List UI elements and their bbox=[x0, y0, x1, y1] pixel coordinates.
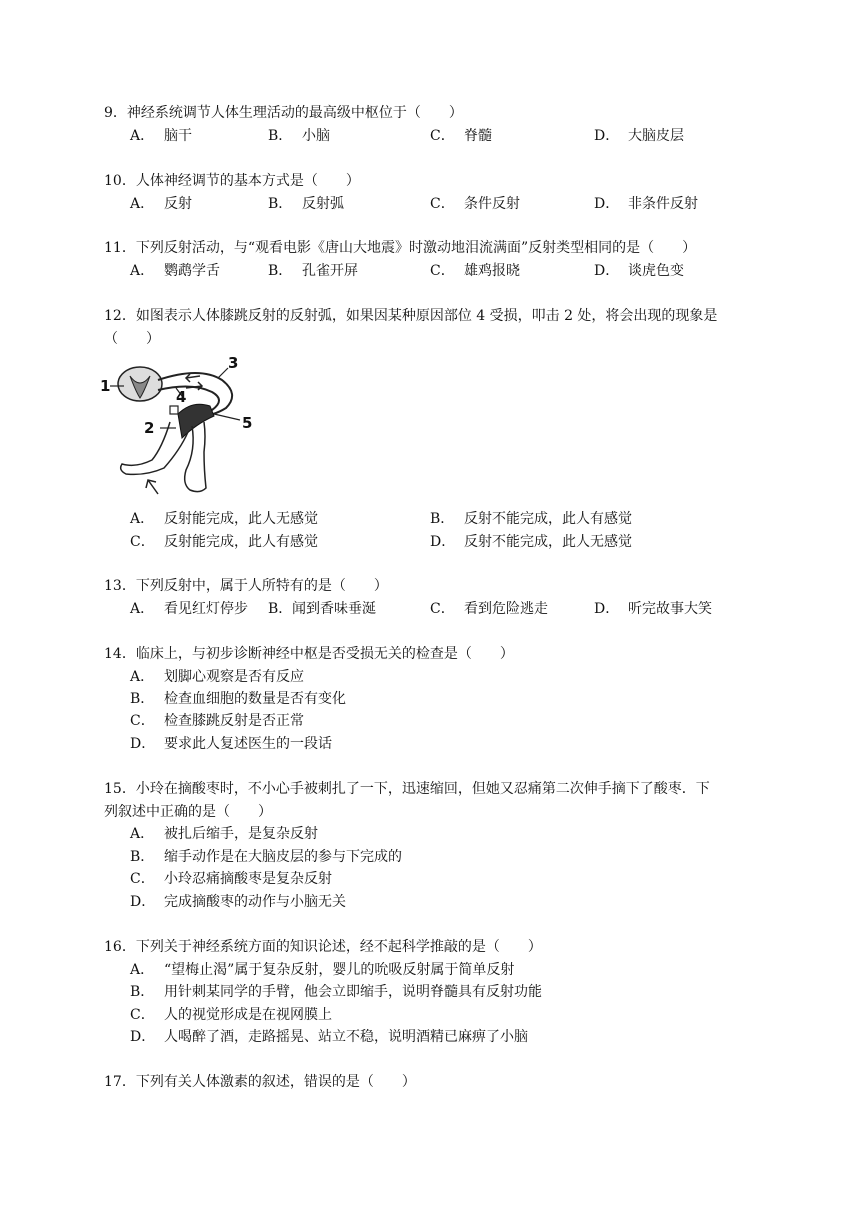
q9-option-a bbox=[130, 125, 192, 147]
q12-option-c bbox=[130, 531, 318, 553]
question-14-stem: 14．临床上，与初步诊断神经中枢是否受损无关的检查是（ ） bbox=[104, 646, 514, 662]
q16-option-a bbox=[130, 959, 514, 981]
q13-option-d bbox=[594, 598, 712, 620]
q14-option-c-text: 检查膝跳反射是否正常 bbox=[164, 713, 304, 729]
q9-option-b bbox=[268, 125, 330, 147]
q15-option-a bbox=[130, 823, 318, 845]
figure-label-1: 1 bbox=[100, 377, 111, 395]
question-17-stem: 17．下列有关人体激素的叙述，错误的是（ ） bbox=[104, 1074, 416, 1090]
q14-option-a-text: 划脚心观察是否有反应 bbox=[164, 669, 304, 685]
knee-jerk-reflex-arc-figure bbox=[100, 352, 260, 502]
question-16-stem: 16．下列关于神经系统方面的知识论述，经不起科学推敲的是（ ） bbox=[104, 939, 542, 955]
label-3-leader bbox=[218, 368, 228, 378]
q16-option-b-text: 用针刺某同学的手臂，他会立即缩手，说明脊髓具有反射功能 bbox=[164, 984, 542, 1000]
q9-option-d-text: 大脑皮层 bbox=[628, 128, 684, 144]
q13-option-d-letter: D． bbox=[594, 601, 620, 617]
q12-option-d bbox=[430, 531, 632, 553]
q16-option-d bbox=[130, 1026, 528, 1048]
q14-option-d bbox=[130, 733, 332, 755]
q13-option-d-text: 听完故事大笑 bbox=[628, 601, 712, 617]
q11-option-d-text: 谈虎色变 bbox=[628, 263, 684, 279]
q10-option-c bbox=[430, 193, 520, 215]
q10-option-d-letter: D． bbox=[594, 196, 620, 212]
q12-option-c-text: 反射能完成，此人有感觉 bbox=[164, 534, 318, 550]
question-12-stem-cont: （ ） bbox=[104, 331, 160, 347]
q13-option-a bbox=[130, 598, 248, 620]
q11-option-c-text: 雄鸡报晓 bbox=[464, 263, 520, 279]
q13-option-a-letter: A． bbox=[130, 601, 155, 617]
q9-option-a-text: 脑干 bbox=[164, 128, 192, 144]
question-12-stem: 12．如图表示人体膝跳反射的反射弧，如果因某种原因部位 4 受损，叩击 2 处，将会出现的现象是 bbox=[104, 308, 718, 324]
q11-option-a bbox=[130, 260, 220, 282]
q11-option-b-letter: B． bbox=[268, 263, 293, 279]
q16-option-c-letter: C． bbox=[130, 1007, 155, 1023]
q10-option-b-text: 反射弧 bbox=[302, 196, 344, 212]
q11-option-a-letter: A． bbox=[130, 263, 155, 279]
q15-option-b-text: 缩手动作是在大脑皮层的参与下完成的 bbox=[164, 849, 402, 865]
q13-option-a-text: 看见红灯停步 bbox=[164, 601, 248, 617]
q16-option-a-letter: A． bbox=[130, 962, 155, 978]
q9-option-c-text: 脊髓 bbox=[464, 128, 492, 144]
q10-option-a bbox=[130, 193, 192, 215]
q13-option-c-letter: C． bbox=[430, 601, 455, 617]
q16-option-c bbox=[130, 1004, 332, 1026]
q9-option-c-letter: C． bbox=[430, 128, 455, 144]
q14-option-b-text: 检查血细胞的数量是否有变化 bbox=[164, 691, 346, 707]
q11-option-c-letter: C． bbox=[430, 263, 455, 279]
q9-option-b-letter: B． bbox=[268, 128, 293, 144]
q10-option-b-letter: B． bbox=[268, 196, 293, 212]
q12-option-a-text: 反射能完成，此人无感觉 bbox=[164, 511, 318, 527]
q15-option-d bbox=[130, 891, 346, 913]
q11-option-c bbox=[430, 260, 520, 282]
arrow-left-icon bbox=[186, 374, 200, 382]
q12-option-a bbox=[130, 508, 318, 530]
q11-option-b bbox=[268, 260, 358, 282]
q15-option-a-text: 被扎后缩手，是复杂反射 bbox=[164, 826, 318, 842]
q11-option-d-letter: D． bbox=[594, 263, 620, 279]
q15-option-c-text: 小玲忍痛摘酸枣是复杂反射 bbox=[164, 871, 332, 887]
q10-option-c-text: 条件反射 bbox=[464, 196, 520, 212]
figure-label-5: 5 bbox=[242, 414, 253, 432]
q16-option-c-text: 人的视觉形成是在视网膜上 bbox=[164, 1007, 332, 1023]
q14-option-c bbox=[130, 710, 304, 732]
q12-option-d-letter: D． bbox=[430, 534, 456, 550]
q15-option-c-letter: C． bbox=[130, 871, 155, 887]
figure-label-4: 4 bbox=[176, 388, 187, 406]
q13-option-b-letter: B． bbox=[268, 601, 293, 617]
q14-option-d-text: 要求此人复述医生的一段话 bbox=[164, 736, 332, 752]
q14-option-c-letter: C． bbox=[130, 713, 155, 729]
q12-option-d-text: 反射不能完成，此人无感觉 bbox=[464, 534, 632, 550]
question-13-stem: 13．下列反射中，属于人所特有的是（ ） bbox=[104, 578, 388, 594]
q9-option-d bbox=[594, 125, 684, 147]
q13-option-b bbox=[268, 598, 376, 620]
q11-option-d bbox=[594, 260, 684, 282]
q15-option-b bbox=[130, 846, 402, 868]
q12-option-a-letter: A． bbox=[130, 511, 155, 527]
figure-label-3: 3 bbox=[228, 354, 239, 372]
q10-option-a-letter: A． bbox=[130, 196, 155, 212]
q13-option-c-text: 看到危险逃走 bbox=[464, 601, 548, 617]
q16-option-a-text: “望梅止渴”属于复杂反射，婴儿的吮吸反射属于简单反射 bbox=[164, 962, 515, 978]
figure-label-2: 2 bbox=[144, 419, 155, 437]
q13-option-b-text: 闻到香味垂涎 bbox=[292, 601, 376, 617]
q9-option-b-text: 小脑 bbox=[302, 128, 330, 144]
q14-option-b bbox=[130, 688, 346, 710]
question-15-stem: 15．小玲在摘酸枣时，不小心手被刺扎了一下，迅速缩回，但她又忍痛第二次伸手摘下了酸枣．下 bbox=[104, 781, 710, 797]
q11-option-a-text: 鹦鹉学舌 bbox=[164, 263, 220, 279]
q10-option-b bbox=[268, 193, 344, 215]
q16-option-b-letter: B． bbox=[130, 984, 155, 1000]
question-15-stem-cont: 列叙述中正确的是（ ） bbox=[104, 804, 272, 820]
q10-option-c-letter: C． bbox=[430, 196, 455, 212]
question-10-stem: 10．人体神经调节的基本方式是（ ） bbox=[104, 173, 360, 189]
q9-option-c bbox=[430, 125, 492, 147]
reflex-hammer-icon bbox=[170, 406, 178, 414]
label-5-leader bbox=[214, 414, 240, 420]
q10-option-d-text: 非条件反射 bbox=[628, 196, 698, 212]
q14-option-a-letter: A． bbox=[130, 669, 155, 685]
kick-motion-arrow-icon bbox=[146, 480, 158, 494]
q11-option-b-text: 孔雀开屏 bbox=[302, 263, 358, 279]
q16-option-d-text: 人喝醉了酒，走路摇晃、站立不稳，说明酒精已麻痹了小脑 bbox=[164, 1029, 528, 1045]
q9-option-a-letter: A． bbox=[130, 128, 155, 144]
q10-option-a-text: 反射 bbox=[164, 196, 192, 212]
q15-option-d-letter: D． bbox=[130, 894, 156, 910]
q15-option-d-text: 完成摘酸枣的动作与小脑无关 bbox=[164, 894, 346, 910]
question-9-stem: 9．神经系统调节人体生理活动的最高级中枢位于（ ） bbox=[104, 105, 463, 121]
question-11-stem: 11．下列反射活动，与“观看电影《唐山大地震》时激动地泪流满面”反射类型相同的是（ ） bbox=[104, 240, 697, 256]
q14-option-d-letter: D． bbox=[130, 736, 156, 752]
q12-option-b-letter: B． bbox=[430, 511, 455, 527]
q12-option-b bbox=[430, 508, 632, 530]
q15-option-c bbox=[130, 868, 332, 890]
q14-option-a bbox=[130, 666, 304, 688]
q9-option-d-letter: D． bbox=[594, 128, 620, 144]
q15-option-a-letter: A． bbox=[130, 826, 155, 842]
q12-option-b-text: 反射不能完成，此人有感觉 bbox=[464, 511, 632, 527]
q16-option-b bbox=[130, 981, 542, 1003]
reflex-arc-diagram bbox=[100, 352, 260, 502]
q10-option-d bbox=[594, 193, 698, 215]
q13-option-c bbox=[430, 598, 548, 620]
q15-option-b-letter: B． bbox=[130, 849, 155, 865]
q14-option-b-letter: B． bbox=[130, 691, 155, 707]
quadriceps-muscle-shape bbox=[178, 404, 214, 438]
q12-option-c-letter: C． bbox=[130, 534, 155, 550]
q16-option-d-letter: D． bbox=[130, 1029, 156, 1045]
